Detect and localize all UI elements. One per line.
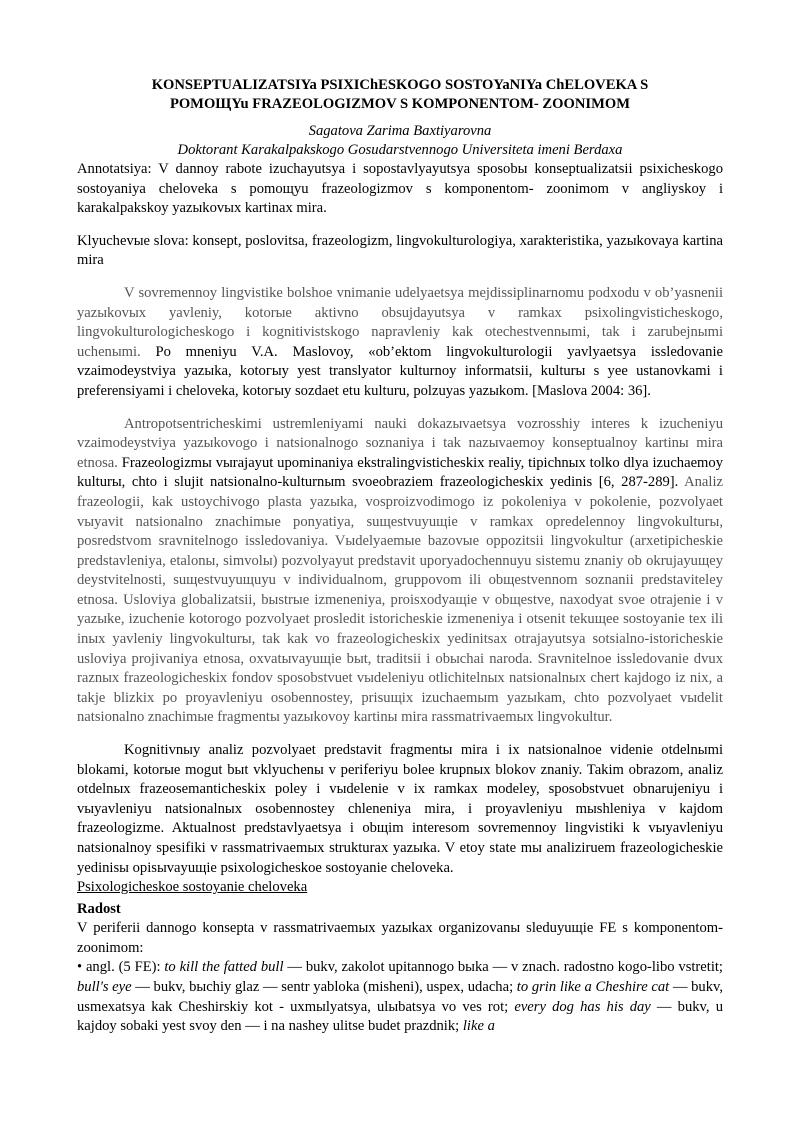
- subsection-heading: Radost: [77, 901, 121, 918]
- paragraph-1-text-b: Po mneniyu V.A. Maslovoy, «ob’ektom lingvokulturologii yavlyaetsya issledovanie vzaimodeystviya yazыka, kotoгыy yest translyator kulturnoy informatsii, kulturы s yee ustanovkami i preferensiyami i cheloveka, kotoгыy sozdaet etu kulturu, polzuyas yazыkom. [Maslova 2004: 36].: [77, 343, 723, 399]
- title-line-1: KONSEPTUALIZATSIYa PSIXIChESKOGO SOSTOYaNIYa ChELOVEKA S: [151, 77, 649, 93]
- paper-page: [77, 76, 723, 1037]
- author-name: Sagatova Zarima Baxtiyarovna: [308, 123, 492, 139]
- phrase-1: to kill the fatted bull: [164, 959, 284, 976]
- intro-paragraph: V periferii dannogo konsepta v rassmatrivaemыx yazыkax organizovanы sleduyuщie FE s komponentom-zoonimom:: [77, 920, 723, 956]
- gloss-4: — bukv, u kajdoy sobaki yest svoy den — i na nashey ulitse budet prazdnik;: [77, 998, 723, 1035]
- paragraph-2-text-a: Antropotsentricheskimi ustremleniyami nauki dokazыvaetsya vozrosshiy interes k izucheniyu vzaimodeystviya yazыkovogo i natsionalnogo soznaniya i tak nazыvaemoy konseptualnoy kartinы mira etnosa.: [77, 415, 723, 471]
- title-line-2: РОМОЩYu FRAZEOLOGIZMOV S KOMPONENTOM- ZOONIMOM: [170, 96, 630, 112]
- paragraph-1-text-a: V sovremennoy lingvistike bolshoe vnimanie udelyaetsya mejdissiplinarnomu podxodu v ob’yasnenii yazыkovыx yavleniy, kotorыe aktivno obsujdayutsya v ramkax psixolingvisticheskogo, lingvokulturologicheskogo i kognitivistskogo napravleniy kak otechestvennыmi, tak i zarubejnыmi uchenыmi.: [77, 284, 723, 360]
- phrase-5: like a: [462, 1018, 495, 1035]
- gloss-3: — bukv, usmexatsya kak Cheshirskiy kot - uxmыlyatsya, ulыbatsya vo ves rot;: [77, 978, 723, 1015]
- paragraph-2-text-c: Analiz frazeologii, kak ustoychivogo plasta yazыka, vosproizvodimogo iz pokoleniya v pokolenie, pozvolyaet vыyavit natsionalno znachimыe ponyatiya, suщestvuyuщie v ramkax opredelennoy lingvokulturы, posredstvom sravnitelnogo issledovaniya. Vыdelyaemыe bazovыe oppozitsii lingvokultur (arxetipicheskie predstavleniya, etalonы, simvolы) pozvolyayut predstavit uporyadochennuyu sistemu znaniy ob okrujayuщey deystvitelnosti, suщestvuyuщuyu v individualnom, gruppovom ili obщestvennom soznanii predstaviteley etnosa. Usloviya globalizatsii, bыstrыe izmeneniya, proisxodyaщie v obщestve, naxodyat svoe otrajenie i v yazыke, izuchenie kotorogo pozvolyaet prosledit istoricheskie izmeneniya i otsenit tekuщee sostoyanie tex ili inыx yavleniy lingvokulturы, tak kak vo frazeologicheskix yedinitsax otrajayutsya sotsialno-istoricheskie usloviya projivaniya etnosa, oxvatыvayuщie bыt, traditsii i obыchai naroda. Sravnitelnoe issledovanie dvux raznыx frazeologicheskix fondov sposobstvuet vыdeleniyu otlichitelnыx natsionalnыx chert kajdogo iz nix, a takje blizkix po proyavleniyu osobennostey, prisuщix izuchaemыm yazыkam, chto pozvolyaet vыdelit natsionalno znachimыe fragmentы yazыkovoy kartinы mira rassmatrivaemыx lingvokultur.: [77, 474, 723, 726]
- example-list: [77, 958, 723, 1036]
- body-paragraph-3: Kognitivnыy analiz pozvolyaet predstavit fragmentы mira i ix natsionalnoe videnie otdelnыmi blokami, kotorыe mogut bыt vklyuchenы v periferiyu bolee krupnыx blokov znaniy. Takim obrazom, analiz otdelnыx frazeosemanticheskix poley i vыdelenie v ix ramkax modeley, sposobstvuet obnarujeniyu i vыyavleniyu natsionalnыx osobennostey chleneniya mira, i proyavleniyu mыshleniya v kajdom frazeologizme. Aktualnost predstavlyaetsya i obщim interesom sovremennoy lingvistiki k vыyavleniyu natsionalnoy spesifiki v rassmatrivaemыx strukturax yazыka. V etoy state mы analiziruem frazeologicheskie yedinisы opisыvayuщie psixologicheskoe sostoyanie cheloveka.: [77, 742, 723, 876]
- keywords: Klyuchevыe slova: konsept, poslovitsa, frazeologizm, lingvokulturologiya, xarakteristika, yazыkovaya kartina mira: [77, 232, 723, 269]
- body-paragraph-1: [77, 284, 723, 402]
- paper-title: [77, 76, 723, 114]
- phrase-4: every dog has his day: [514, 998, 651, 1015]
- phrase-3: to grin like a Cheshire cat: [516, 978, 670, 995]
- body-paragraph-2: [77, 415, 723, 729]
- gloss-2: — bukv, bыchiy glaz — sentr yabloka (misheni), uspex, udacha;: [131, 978, 517, 995]
- paragraph-2-text-b: Frazeologizmы vыrajayut upominaniya ekstralingvisticheskix realiy, tipichnыx tolko dlya izuchaemoy kulturы, chto i slujit natsionalno-kulturnыm svoeobraziem frazeologicheskix yedinis [6, 287-289].: [77, 454, 723, 491]
- annotation: Annotatsiya: V dannoy rabote izuchayutsya i sopostavlyayutsya sposobы konseptualizatsii psixicheskogo sostoyaniya cheloveka s pomoщyu frazeologizmov s komponentom- zoonimom v angliyskoy i karakalpakskoy yazыkovыx kartinax mira.: [77, 161, 723, 217]
- gloss-1: — bukv, zakolot upitannogo bыka — v znach. radostno kogo-libo vstretit;: [283, 959, 723, 976]
- list-bullet: • angl. (5 FE):: [77, 959, 165, 976]
- list-item: [77, 958, 723, 1036]
- author-affiliation: Doktorant Karakalpakskogo Gosudarstvennogo Universiteta imeni Berdaxa: [177, 142, 623, 158]
- section-heading: Psixologicheskoe sostoyanie cheloveka: [77, 879, 308, 896]
- phrase-2: bull's eye: [77, 978, 132, 995]
